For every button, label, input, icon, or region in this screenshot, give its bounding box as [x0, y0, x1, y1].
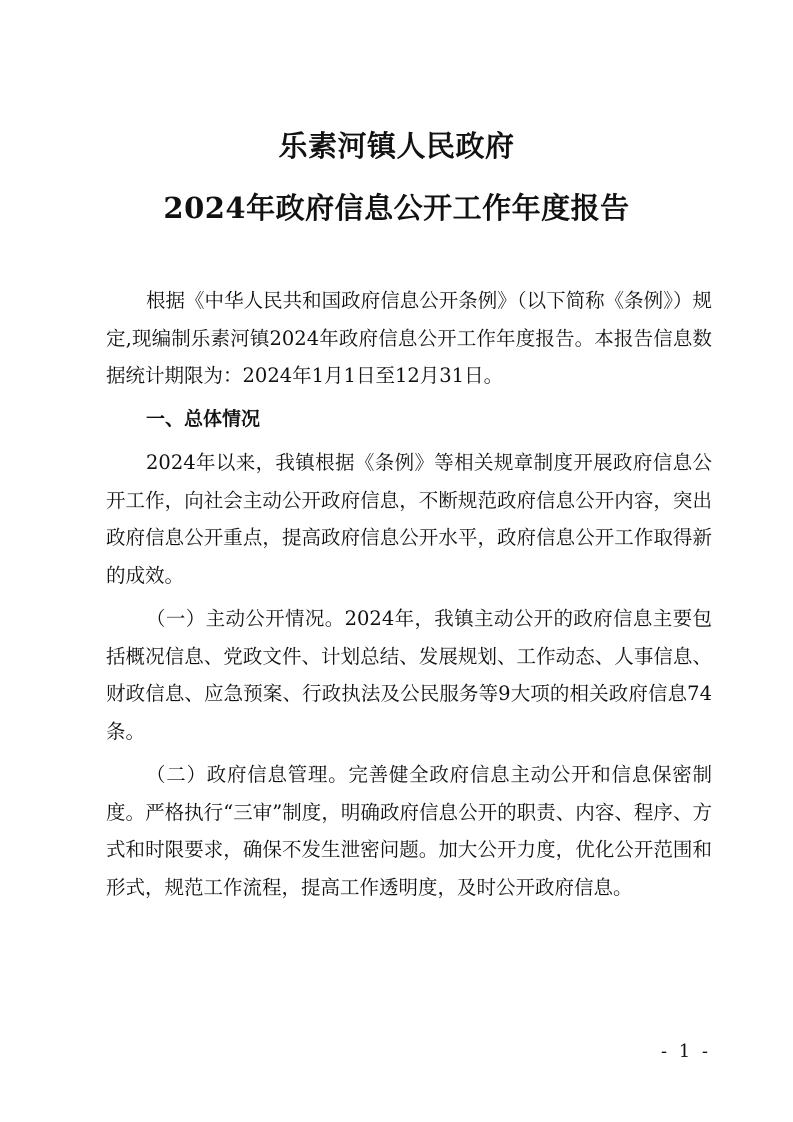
overview-paragraph: 2024年以来，我镇根据《条例》等相关规章制度开展政府信息公开工作，向社会主动公开政府信息，不断规范政府信息公开内容，突出政府信息公开重点，提高政府信息公开水平，政府信息公开工作取得新的成效。 — [106, 451, 712, 587]
document-body — [106, 282, 712, 906]
document-title-line2: 2024年政府信息公开工作年度报告 — [163, 191, 630, 225]
section-heading-overview: 一、总体情况 — [146, 407, 261, 430]
page-number: - 1 - — [660, 1041, 711, 1062]
intro-paragraph: 根据《中华人民共和国政府信息公开条例》（以下简称《条例》）规定,现编制乐素河镇2024年政府信息公开工作年度报告。本报告信息数据统计期限为：2024年1月1日至12月31日。 — [106, 289, 712, 387]
proactive-disclosure-paragraph: （一）主动公开情况。2024年，我镇主动公开的政府信息主要包括概况信息、党政文件、计划总结、发展规划、工作动态、人事信息、财政信息、应急预案、行政执法及公民服务等9大项的相关政府信息74条。 — [106, 607, 712, 743]
information-management-paragraph: （二）政府信息管理。完善健全政府信息主动公开和信息保密制度。严格执行“三审”制度，明确政府信息公开的职责、内容、程序、方式和时限要求，确保不发生泄密问题。加大公开力度，优化公开范围和形式，规范工作流程，提高工作透明度，及时公开政府信息。 — [106, 763, 712, 899]
document-title-line1: 乐素河镇人民政府 — [278, 129, 515, 163]
